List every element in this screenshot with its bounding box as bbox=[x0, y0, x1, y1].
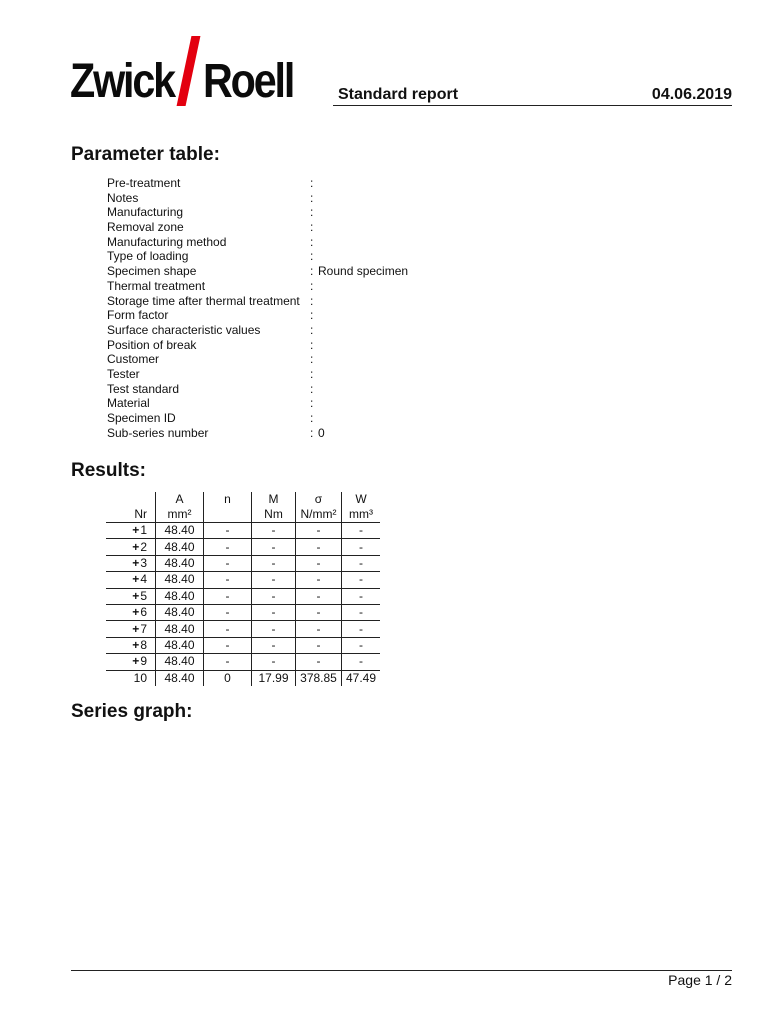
cell-m: - bbox=[252, 621, 296, 637]
invalid-marker: + bbox=[132, 572, 140, 587]
parameter-row bbox=[107, 367, 507, 382]
cell-a: 48.40 bbox=[156, 539, 204, 555]
invalid-marker: + bbox=[132, 605, 140, 620]
cell-w: - bbox=[342, 604, 381, 620]
parameter-separator: : bbox=[310, 205, 314, 220]
parameter-label: Sub-series number bbox=[107, 425, 209, 440]
parameter-row bbox=[107, 249, 507, 264]
report-date: 04.06.2019 bbox=[651, 86, 732, 103]
invalid-marker: + bbox=[132, 555, 140, 570]
cell-nr-value: 5 bbox=[140, 588, 147, 603]
cell-m: - bbox=[252, 523, 296, 539]
cell-sigma: - bbox=[296, 621, 342, 637]
cell-m: - bbox=[252, 604, 296, 620]
cell-a: 48.40 bbox=[156, 572, 204, 588]
invalid-marker: + bbox=[132, 654, 140, 669]
cell-m: - bbox=[252, 588, 296, 604]
parameter-separator: : bbox=[310, 293, 314, 308]
parameter-label: Notes bbox=[107, 190, 139, 205]
parameter-label: Storage time after thermal treatment bbox=[107, 293, 300, 308]
parameter-label: Tester bbox=[107, 366, 140, 381]
parameter-label: Pre-treatment bbox=[107, 176, 181, 190]
parameter-row bbox=[107, 323, 507, 338]
cell-n: - bbox=[204, 604, 252, 620]
result-row bbox=[106, 555, 380, 571]
invalid-marker: + bbox=[132, 637, 140, 652]
cell-sigma: - bbox=[296, 588, 342, 604]
unit-nr: Nr bbox=[134, 507, 147, 521]
parameter-row bbox=[107, 191, 507, 206]
parameter-label: Surface characteristic values bbox=[107, 322, 261, 337]
cell-n: - bbox=[204, 637, 252, 653]
parameter-row bbox=[107, 205, 507, 220]
cell-sigma: - bbox=[296, 637, 342, 653]
parameter-label: Customer bbox=[107, 352, 160, 367]
parameter-separator: : bbox=[310, 396, 314, 411]
result-row bbox=[106, 572, 380, 588]
cell-nr bbox=[106, 539, 156, 555]
unit-a: mm² bbox=[156, 507, 204, 523]
cell-sigma: - bbox=[296, 654, 342, 670]
logo-slash bbox=[177, 36, 201, 106]
parameter-separator: : bbox=[310, 411, 314, 425]
cell-m: - bbox=[252, 539, 296, 555]
parameter-separator: : bbox=[310, 190, 314, 205]
cell-nr bbox=[106, 604, 156, 620]
cell-w: - bbox=[342, 555, 381, 571]
parameter-row bbox=[107, 382, 507, 397]
parameter-separator: : bbox=[310, 322, 314, 337]
parameter-separator: : bbox=[310, 381, 314, 396]
parameter-row bbox=[107, 396, 507, 411]
result-row bbox=[106, 588, 380, 604]
zwick-roell-logo bbox=[70, 34, 294, 108]
cell-nr-value: 1 bbox=[140, 523, 147, 538]
parameter-row bbox=[107, 338, 507, 353]
logo-text-right: Roell bbox=[203, 55, 294, 108]
cell-n: - bbox=[204, 654, 252, 670]
parameter-row bbox=[107, 411, 507, 426]
cell-nr-value: 4 bbox=[140, 572, 147, 587]
cell-a: 48.40 bbox=[156, 588, 204, 604]
parameter-row bbox=[107, 352, 507, 367]
results-header-row bbox=[106, 492, 380, 507]
cell-m: - bbox=[252, 637, 296, 653]
cell-nr bbox=[106, 637, 156, 653]
parameter-label: Thermal treatment bbox=[107, 278, 206, 293]
cell-w: - bbox=[342, 637, 381, 653]
cell-a: 48.40 bbox=[156, 555, 204, 571]
result-row bbox=[106, 654, 380, 670]
parameter-separator: : bbox=[310, 220, 314, 235]
parameter-label: Material bbox=[107, 396, 150, 411]
parameter-row bbox=[107, 264, 507, 279]
cell-nr bbox=[106, 555, 156, 571]
parameter-label: Test standard bbox=[107, 381, 180, 396]
cell-nr-value: 3 bbox=[140, 555, 147, 570]
unit-sigma: N/mm² bbox=[296, 507, 342, 523]
cell-m: - bbox=[252, 654, 296, 670]
cell-nr bbox=[106, 670, 156, 686]
unit-m: Nm bbox=[252, 507, 296, 523]
cell-nr bbox=[106, 621, 156, 637]
cell-a: 48.40 bbox=[156, 654, 204, 670]
cell-w: - bbox=[342, 523, 381, 539]
header-m: M bbox=[252, 492, 296, 507]
cell-sigma: - bbox=[296, 539, 342, 555]
result-row bbox=[106, 523, 380, 539]
cell-m: - bbox=[252, 572, 296, 588]
cell-w: 47.49 bbox=[342, 670, 381, 686]
parameter-label: Specimen ID bbox=[107, 411, 176, 425]
cell-nr bbox=[106, 523, 156, 539]
cell-nr bbox=[106, 654, 156, 670]
parameter-row bbox=[107, 426, 507, 441]
header-sigma: σ bbox=[296, 492, 342, 507]
cell-sigma: 378.85 bbox=[296, 670, 342, 686]
cell-n: - bbox=[204, 588, 252, 604]
cell-n: - bbox=[204, 572, 252, 588]
invalid-marker: + bbox=[132, 523, 140, 538]
logo-text-left: Zwick bbox=[70, 55, 174, 108]
parameter-separator: : bbox=[310, 337, 314, 352]
cell-n: - bbox=[204, 555, 252, 571]
parameter-row bbox=[107, 279, 507, 294]
cell-n: - bbox=[204, 523, 252, 539]
unit-n bbox=[204, 507, 252, 523]
cell-w: - bbox=[342, 572, 381, 588]
cell-nr-value: 9 bbox=[140, 654, 147, 669]
parameter-value: Round specimen bbox=[318, 264, 409, 279]
cell-w: - bbox=[342, 621, 381, 637]
cell-nr-value: 10 bbox=[133, 670, 147, 685]
parameter-label: Specimen shape bbox=[107, 264, 197, 279]
header-w: W bbox=[342, 492, 381, 507]
parameter-label: Position of break bbox=[107, 337, 197, 352]
results-units-row bbox=[106, 507, 380, 523]
cell-nr-value: 6 bbox=[140, 605, 147, 620]
results-table bbox=[106, 492, 380, 686]
header-a: A bbox=[156, 492, 204, 507]
invalid-marker: + bbox=[132, 621, 140, 636]
parameter-row bbox=[107, 220, 507, 235]
parameter-row bbox=[107, 176, 507, 191]
parameter-row bbox=[107, 308, 507, 323]
cell-sigma: - bbox=[296, 604, 342, 620]
parameter-label: Form factor bbox=[107, 308, 169, 323]
footer-rule bbox=[71, 970, 732, 971]
result-row bbox=[106, 604, 380, 620]
cell-w: - bbox=[342, 539, 381, 555]
cell-n: - bbox=[204, 621, 252, 637]
cell-a: 48.40 bbox=[156, 621, 204, 637]
cell-nr-value: 8 bbox=[140, 637, 147, 652]
results-heading: Results: bbox=[71, 460, 146, 481]
series-graph-heading: Series graph: bbox=[71, 701, 193, 722]
parameter-separator: : bbox=[310, 249, 314, 264]
cell-nr bbox=[106, 572, 156, 588]
result-row bbox=[106, 637, 380, 653]
parameter-separator: : bbox=[310, 234, 314, 249]
cell-sigma: - bbox=[296, 572, 342, 588]
parameter-row bbox=[107, 235, 507, 250]
parameter-label: Manufacturing bbox=[107, 205, 184, 220]
parameter-separator: : bbox=[310, 425, 314, 440]
cell-m: 17.99 bbox=[252, 670, 296, 686]
report-title: Standard report bbox=[338, 86, 459, 103]
cell-a: 48.40 bbox=[156, 670, 204, 686]
cell-n: 0 bbox=[204, 670, 252, 686]
parameter-separator: : bbox=[310, 264, 314, 279]
cell-w: - bbox=[342, 654, 381, 670]
header-rule bbox=[333, 105, 732, 106]
parameter-label: Removal zone bbox=[107, 220, 184, 235]
parameter-separator: : bbox=[310, 352, 314, 367]
cell-sigma: - bbox=[296, 555, 342, 571]
invalid-marker: + bbox=[132, 539, 140, 554]
unit-w: mm³ bbox=[342, 507, 381, 523]
result-row bbox=[106, 670, 380, 686]
parameter-table bbox=[107, 176, 507, 440]
cell-a: 48.40 bbox=[156, 523, 204, 539]
cell-n: - bbox=[204, 539, 252, 555]
parameter-label: Manufacturing method bbox=[107, 234, 227, 249]
parameter-separator: : bbox=[310, 308, 314, 323]
parameter-table-heading: Parameter table: bbox=[71, 144, 220, 165]
result-row bbox=[106, 539, 380, 555]
header-nr bbox=[106, 492, 156, 507]
invalid-marker: + bbox=[132, 588, 140, 603]
cell-sigma: - bbox=[296, 523, 342, 539]
cell-a: 48.40 bbox=[156, 637, 204, 653]
cell-nr-value: 2 bbox=[140, 539, 147, 554]
cell-nr bbox=[106, 588, 156, 604]
parameter-separator: : bbox=[310, 176, 314, 190]
cell-m: - bbox=[252, 555, 296, 571]
page-number: Page 1 / 2 bbox=[668, 972, 732, 988]
cell-a: 48.40 bbox=[156, 604, 204, 620]
parameter-row bbox=[107, 294, 507, 309]
result-row bbox=[106, 621, 380, 637]
parameter-separator: : bbox=[310, 278, 314, 293]
header-n: n bbox=[204, 492, 252, 507]
parameter-separator: : bbox=[310, 366, 314, 381]
cell-nr-value: 7 bbox=[140, 621, 147, 636]
cell-w: - bbox=[342, 588, 381, 604]
parameter-value: 0 bbox=[318, 425, 325, 440]
parameter-label: Type of loading bbox=[107, 249, 189, 264]
